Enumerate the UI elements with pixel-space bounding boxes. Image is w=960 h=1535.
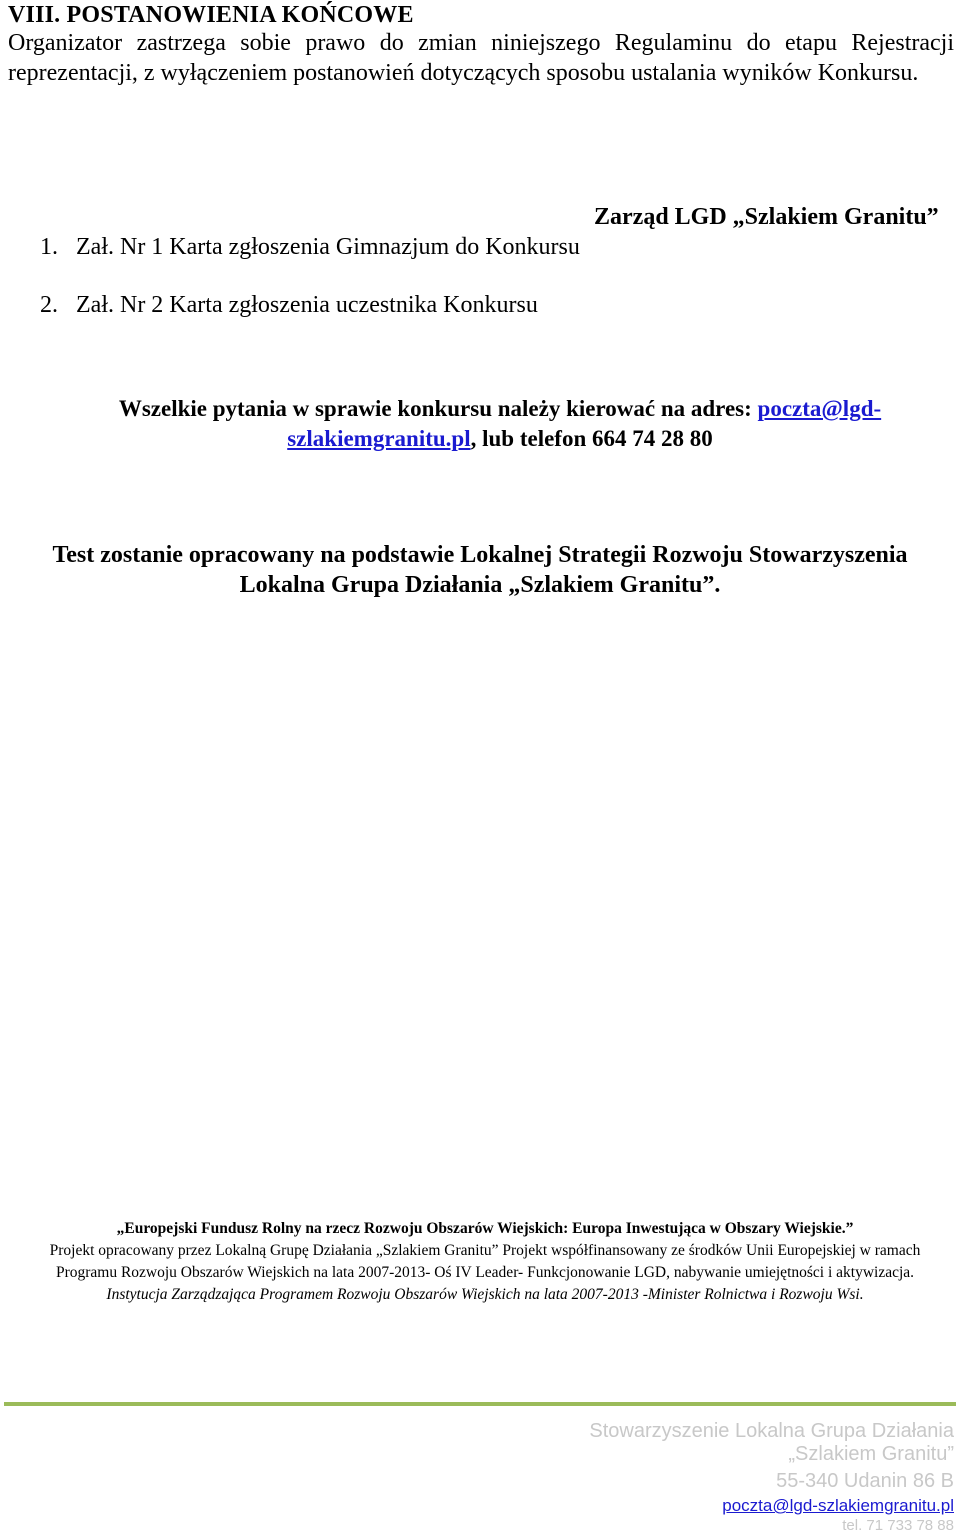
test-note: Test zostanie opracowany na podstawie Lokalnej Strategii Rozwoju Stowarzyszenia Lokalna Grupa Działania „Szlakiem Granitu”. <box>52 542 908 598</box>
funding-title: „Europejski Fundusz Rolny na rzecz Rozwoju Obszarów Wiejskich: Europa Inwestująca w Obszary Wiejskie.” <box>116 1220 854 1237</box>
contact-email-link[interactable]: poczta@lgd- szlakiemgranitu.pl <box>287 396 882 451</box>
signature: Zarząd LGD „Szlakiem Granitu” <box>594 204 939 230</box>
footer-address: 55-340 Udanin 86 B <box>776 1470 954 1492</box>
footer-email-link[interactable]: poczta@lgd-szlakiemgranitu.pl <box>722 1496 954 1515</box>
footer-org-name: Stowarzyszenie Lokalna Grupa Działania <box>589 1420 954 1442</box>
funding-text: Projekt opracowany przez Lokalną Grupę Działania „Szlakiem Granitu” Projekt współfinansowany ze środków Unii Europejskiej w ramach Programu Rozwoju Obszarów Wiejskich na lata 2007-2013- Oś IV Leader- Funkcjonowanie LGD, nabywanie umiejętności i aktywizacja. <box>49 1242 921 1281</box>
footer-phone: tel. 71 733 78 88 <box>842 1517 954 1534</box>
footer-divider <box>4 1402 956 1406</box>
attachment-text: Zał. Nr 1 Karta zgłoszenia Gimnazjum do Konkursu <box>76 234 580 260</box>
contact-prefix: Wszelkie pytania w sprawie konkursu należy kierować na adres: <box>118 396 758 421</box>
contact-info <box>60 394 940 454</box>
section-heading: VIII. POSTANOWIENIA KOŃCOWE <box>8 2 414 28</box>
attachment-number: 1. <box>40 234 58 260</box>
footer-org-name-2: „Szlakiem Granitu” <box>788 1443 954 1465</box>
attachment-text: Zał. Nr 2 Karta zgłoszenia uczestnika Konkursu <box>76 292 538 318</box>
attachment-item <box>40 292 538 319</box>
contact-phone: , lub telefon 664 74 28 80 <box>470 426 713 451</box>
attachment-number: 2. <box>40 292 58 318</box>
funding-info <box>40 1218 930 1306</box>
attachment-item <box>40 234 580 261</box>
funding-authority: Instytucja Zarządzająca Programem Rozwoju Obszarów Wiejskich na lata 2007-2013 -Minister Rolnictwa i Rozwoju Wsi. <box>106 1286 864 1303</box>
section-paragraph: Organizator zastrzega sobie prawo do zmian niniejszego Regulaminu do etapu Rejestracji reprezentacji, z wyłączeniem postanowień dotyczących sposobu ustalania wyników Konkursu. <box>8 30 954 86</box>
